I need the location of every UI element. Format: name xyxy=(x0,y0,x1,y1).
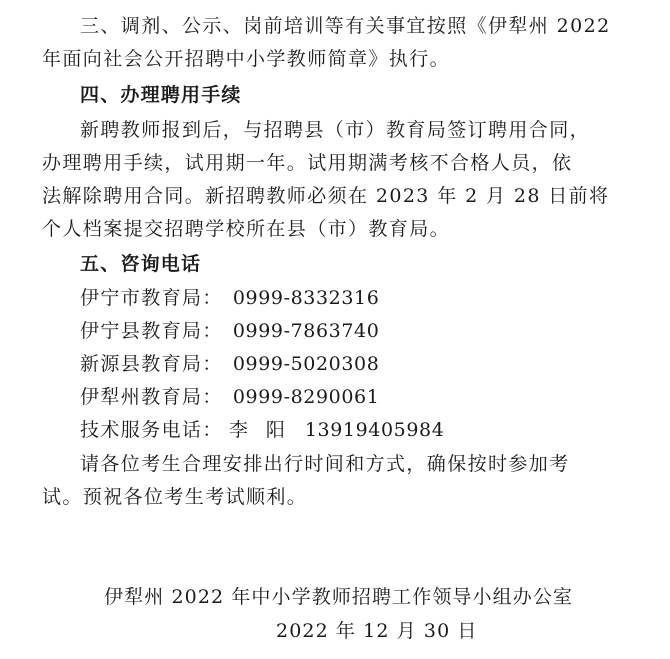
contact-label: 伊宁市教育局： xyxy=(80,287,223,309)
section4-heading: 四、办理聘用手续 xyxy=(80,84,242,106)
contact-label: 伊宁县教育局： xyxy=(80,320,223,342)
section3-line-1: 三、调剂、公示、岗前培训等有关事宜按照《伊犁州 2022 xyxy=(80,15,611,37)
contact-row-yili-prefecture xyxy=(80,385,379,409)
section4-para-line-1: 新聘教师报到后，与招聘县（市）教育局签订聘用合同， xyxy=(80,119,591,141)
contact-phone: 0999-8290061 xyxy=(232,386,380,408)
section4-para-line-2: 办理聘用手续，试用期一年。试用期满考核不合格人员，依 xyxy=(42,152,573,174)
section5-heading: 五、咨询电话 xyxy=(80,253,202,275)
contact-phone: 0999-5020308 xyxy=(232,353,380,375)
closing-line-2: 试。预祝各位考生考试顺利。 xyxy=(42,486,308,508)
tech-support-phone: 13919405984 xyxy=(304,419,445,441)
signature-date: 2022 年 12 月 30 日 xyxy=(276,620,478,642)
contact-row-xinyuan-county xyxy=(80,352,379,376)
contact-phone: 0999-7863740 xyxy=(232,320,380,342)
contact-row-yining-county xyxy=(80,319,379,343)
contact-phone: 0999-8332316 xyxy=(232,287,380,309)
tech-support-row xyxy=(80,418,444,442)
tech-support-name: 李阳 xyxy=(228,419,303,441)
signature-org: 伊犁州 2022 年中小学教师招聘工作领导小组办公室 xyxy=(104,586,574,608)
section4-para-line-3: 法解除聘用合同。新招聘教师必须在 2023 年 2 月 28 日前将 xyxy=(42,185,610,207)
contact-label: 伊犁州教育局： xyxy=(80,386,223,408)
tech-support-label: 技术服务电话： xyxy=(80,419,223,441)
section4-para-line-4: 个人档案提交招聘学校所在县（市）教育局。 xyxy=(42,218,451,240)
contact-label: 新源县教育局： xyxy=(80,353,223,375)
section3-line-2: 年面向社会公开招聘中小学教师简章》执行。 xyxy=(42,48,451,70)
closing-line-1: 请各位考生合理安排出行时间和方式，确保按时参加考 xyxy=(80,453,570,475)
contact-row-yining-city xyxy=(80,286,379,310)
